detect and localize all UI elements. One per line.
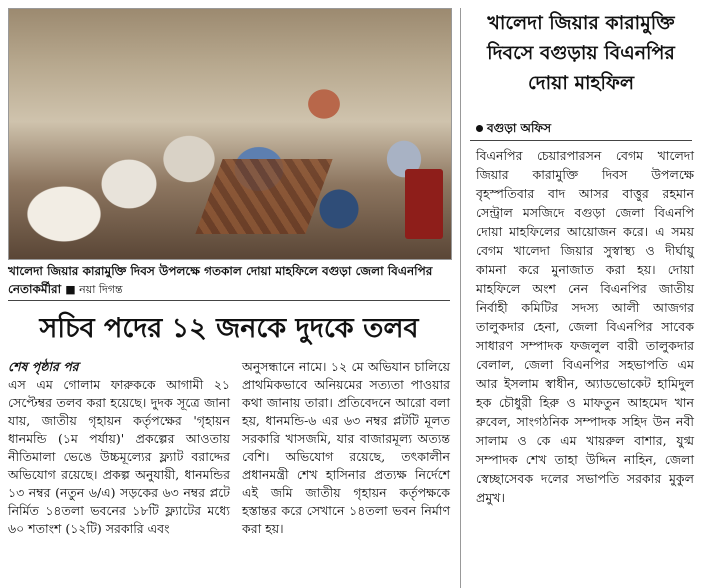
bullet-icon	[476, 125, 483, 132]
red-chair	[405, 169, 443, 239]
story1-headline: সচিব পদের ১২ জনকে দুদকে তলব	[39, 313, 419, 344]
photo-caption-text: খালেদা জিয়ার কারামুক্তি দিবস উপলক্ষে গতকাল দোয়া মাহফিলে বগুড়া জেলা বিএনপির নেতাকর্মীরা	[8, 264, 433, 296]
story1-column-2	[242, 358, 450, 538]
photo-caption	[8, 262, 450, 299]
story1-col1-text: এস এম গোলাম ফারুককে আগামী ২১ সেপ্টেম্বর তলব করা হয়েছে। দুদক সূত্রে জানা যায়, জাতীয় গৃহায়ন কর্তৃপক্ষের 'গৃহায়ন ধানমন্ডি (১ম পর্যায়)' প্রকল্পের আওতায় নীতিমালা ভেঙে উচ্চমূল্যের ফ্ল্যাট বরাদ্দের অভিযোগ রয়েছে। প্রকল্প অনুযায়ী, ধানমন্ডির ১৩ নম্বর (নতুন ৬/এ) সড়কের ৬৩ নম্বর প্লটে নির্মিত ১৪তলা ভবনের ১৮টি ফ্ল্যাটের মধ্যে ৬০ শতাংশ (১২টি) সরকারি এবং	[8, 377, 230, 536]
story2-byline	[476, 120, 551, 140]
story1-column-1	[8, 358, 230, 538]
photo-credit: ■ নয়া দিগন্ত	[65, 283, 123, 296]
column-divider	[460, 8, 461, 588]
story2-headline: খালেদা জিয়ার কারামুক্তি দিবসে বগুড়ায় বিএনপির দোয়া মাহফিল	[487, 12, 675, 94]
divider	[470, 140, 692, 141]
story2-body	[476, 146, 694, 507]
divider	[8, 300, 450, 301]
byline-text: বগুড়া অফিস	[487, 121, 552, 135]
continued-label: শেষ পৃষ্ঠার পর	[8, 359, 79, 374]
story1-col2-text: অনুসন্ধানে নামে। ১২ মে অভিযান চালিয়ে প্রাথমিকভাবে অনিয়মের সত্যতা পাওয়ার কথা জানায় তারা। প্রতিবেদনে আরো বলা হয়, ধানমন্ডি-৬ এর ৬৩ নম্বর প্লটটি মূলত সরকারি খাসজমি, যার বাজারমূল্য অত্যন্ত বেশি। অভিযোগ রয়েছে, তৎকালীন প্রধানমন্ত্রী শেখ হাসিনার প্রত্যক্ষ নির্দেশে এই জমি জাতীয় গৃহায়ন কর্তৃপক্ষকে হস্তান্তর করে সেখানে ১৪তলা ভবন নির্মাণ করা হয়।	[242, 359, 450, 536]
prayer-rug	[195, 159, 332, 234]
story2-body-text: বিএনপির চেয়ারপারসন বেগম খালেদা জিয়ার কারামুক্তি দিবস উপলক্ষে বৃহস্পতিবার বাদ আসর বাত্তুর রহমান সেন্ট্রাল মসজিদে বগুড়া জেলা বিএনপি দোয়া মাহফিলের আয়োজন করে। এ সময় বেগম খালেদা জিয়ার সুস্বাস্থ্য ও দীর্ঘায়ু কামনা করে মুনাজাত করা হয়। দোয়া মাহফিলে অংশ নেন বিএনপির জাতীয় নির্বাহী কমিটির সদস্য আলী আজগর তালুকদার হেনা, জেলা বিএনপির সাবেক সাধারণ সম্পাদক ফজলুল বারী তালুকদার বেলাল, জেলা বিএনপির সহভাপতি এম আর ইসলাম স্বাধীন, অ্যাডভোকেট হামিদুল হক চৌধুরী হিরু ও মাফতুন আহমেদ খান রুবেল, সাংগঠনিক সম্পাদক সহিদ উন নবী সালাম ও কে এম খায়রুল বাশার, যুগ্ম সম্পাদক শেখ তাহা উদ্দিন নাহিন, জেলা স্বেচ্ছাসেবক দলের সভাপতি সরকার মুকুল প্রমুখ।	[476, 148, 694, 505]
news-photo	[8, 8, 452, 260]
